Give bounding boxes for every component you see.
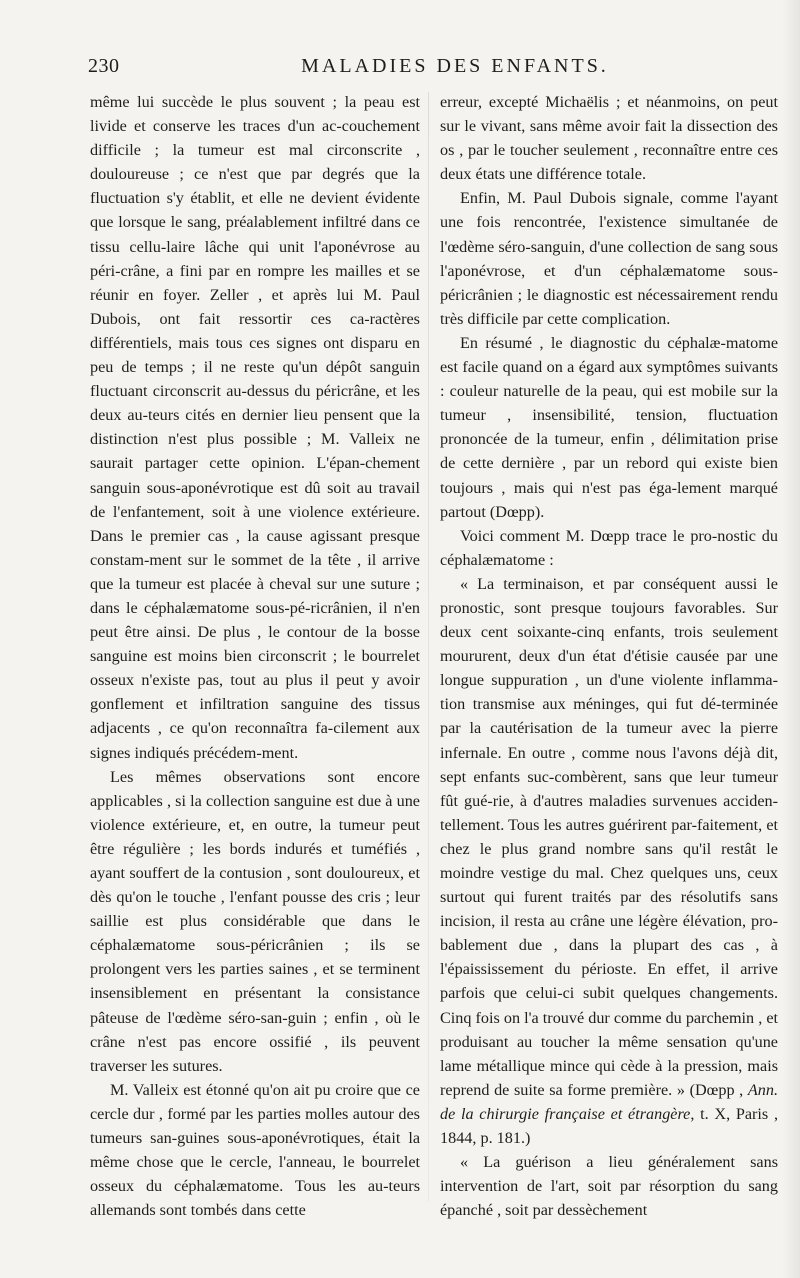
page-edge-shadow (782, 0, 800, 1278)
page-number: 230 (88, 55, 120, 77)
page-header (0, 55, 800, 85)
right-column (440, 90, 778, 1222)
paragraph: M. Valleix est étonné qu'on ait pu croire que ce cercle dur , formé par les parties molles autour des tumeurs san-guines sous-aponévrotiques, était la même chose que le cercle, l'anneau, le bourrelet osseux du céphalæmatome. Tous les au-teurs allemands sont tombés dans cette (90, 1080, 420, 1220)
paragraph: Enfin, M. Paul Dubois signale, comme l'ayant une fois rencontrée, l'existence simultanée de l'œdème séro-sanguin, d'une collection de sang sous l'aponévrose, et d'un céphalæmatome sous-péricrânien ; le diagnostic est nécessairement rendu très difficile par cette complication. (440, 189, 778, 328)
paragraph: Les mêmes observations sont encore applicables , si la collection sanguine est due à une violence extérieure, et, en outre, la tumeur peut être régulière ; les bords indurés et tuméfiés , ayant souffert de la contusion , sont douloureux, et dès qu'on le touche , l'enfant pousse des cris ; leur saillie est plus considérable que dans le céphalæmatome sous-péricrânien ; ils se prolongent vers les parties saines , et se terminent insensiblement en présentant la consistance pâteuse de l'œdème séro-san-guin ; enfin , où le crâne n'est pas encore ossifié , ils peuvent traverser les sutures. (90, 767, 420, 1075)
paragraph: même lui succède le plus souvent ; la peau est livide et conserve les traces d'un ac-couchement difficile ; la tumeur est mal circonscrite , douloureuse ; ce n'est que par degrés que la fluctuation s'y établit, et elle ne devient évidente que lorsque le sang, préalablement infiltré dans ce tissu cellu-laire lâche qui unit l'aponévrose au péri-crâne, a fini par en rompre les mailles et se réunir en foyer. Zeller , et après lui M. Paul Dubois, ont fait ressortir ces ca-ractères différentiels, mais tous ces signes ont disparu en peu de temps ; il ne reste qu'un dépôt sanguin fluctuant circonscrit au-dessus du péricrâne, et les deux au-teurs cités en dernier lieu pensent que la distinction n'est plus possible ; M. Valleix ne saurait partager cette opinion. L'épan-chement sanguin sous-aponévrotique est dû soit au travail de l'enfantement, soit à une violence extérieure. Dans le premier cas , la cause agissant presque constam-ment sur le sommet de la tête , il arrive que la tumeur est placée à cheval sur une suture ; dans le céphalæmatome sous-pé-ricrânien, il n'en peut être ainsi. De plus , le contour de la bosse sanguine est moins bien circonscrit ; le bourrelet osseux n'existe pas, tout au plus il peut y avoir gonflement et infiltration sanguine des tissus adjacents , ce qu'on reconnaîtra fa-cilement aux signes indiqués précédem-ment. (90, 93, 420, 762)
paragraph: Voici comment M. Dœpp trace le pro-nostic du céphalæmatome : (440, 526, 778, 569)
paragraph: « La guérison a lieu généralement sans intervention de l'art, soit par résorption du sang épanché , soit par dessèchement (440, 1153, 778, 1220)
paragraph: erreur, excepté Michaëlis ; et néanmoins, on peut sur le vivant, sans même avoir fait la dissection des os , par le toucher seulement , reconnaître entre ces deux états une différence totale. (440, 93, 778, 184)
quoted-paragraph (440, 572, 778, 1150)
running-title: MALADIES DES ENFANTS. (301, 55, 609, 77)
citation-journal: Ann. de la chirurgie française et étrangère (440, 1080, 779, 1123)
quote-text: « La terminaison, et par conséquent aussi le pronostic, sont presque toujours favorables. Sur deux cent soixante-cinq enfants, trois seulement moururent, deux d'un état d'étisie causée par une longue suppuration , un d'une violente inflamma-tion transmise aux méninges, qui fut dé-terminée par la cautérisation de la tumeur avec la pierre infernale. En outre , comme nous l'avons déjà dit, sept enfants suc-combèrent, sans que leur tumeur fût gué-rie, à d'autres maladies survenues acciden-tellement. Tous les autres guérirent par-faitement, et chez le plus grand nombre sans qu'il restât le moindre vestige du mal. Chez quelques uns, ceux surtout qui furent traités par des résolutifs sans incision, il resta au crâne une légère élévation, pro-bablement due , dans la plupart des cas , à l'épaississement du périoste. En effet, il arrive parfois que celui-ci subit quelques changements. Cinq fois on l'a trouvé dur comme du parchemin , et produisant au toucher la même sensation qu'une lame métallique mince qui cède à la pression, mais reprend de suite sa forme première. » (Dœpp , (440, 574, 778, 1099)
paragraph: En résumé , le diagnostic du céphalæ-matome est facile quand on a égard aux symptômes suivants : couleur naturelle de la peau, qui est mobile sur la tumeur , insensibilité, tension, fluctuation prononcée de la tumeur, enfin , délimitation prise de cette dernière , par un rebord qui existe bien toujours , mais qui n'est pas éga-lement marqué partout (Dœpp). (440, 333, 778, 521)
citation-details: , t. X, Paris , 1844, p. 181.) (440, 1104, 778, 1148)
left-column (90, 90, 420, 1222)
column-divider (428, 92, 429, 1202)
